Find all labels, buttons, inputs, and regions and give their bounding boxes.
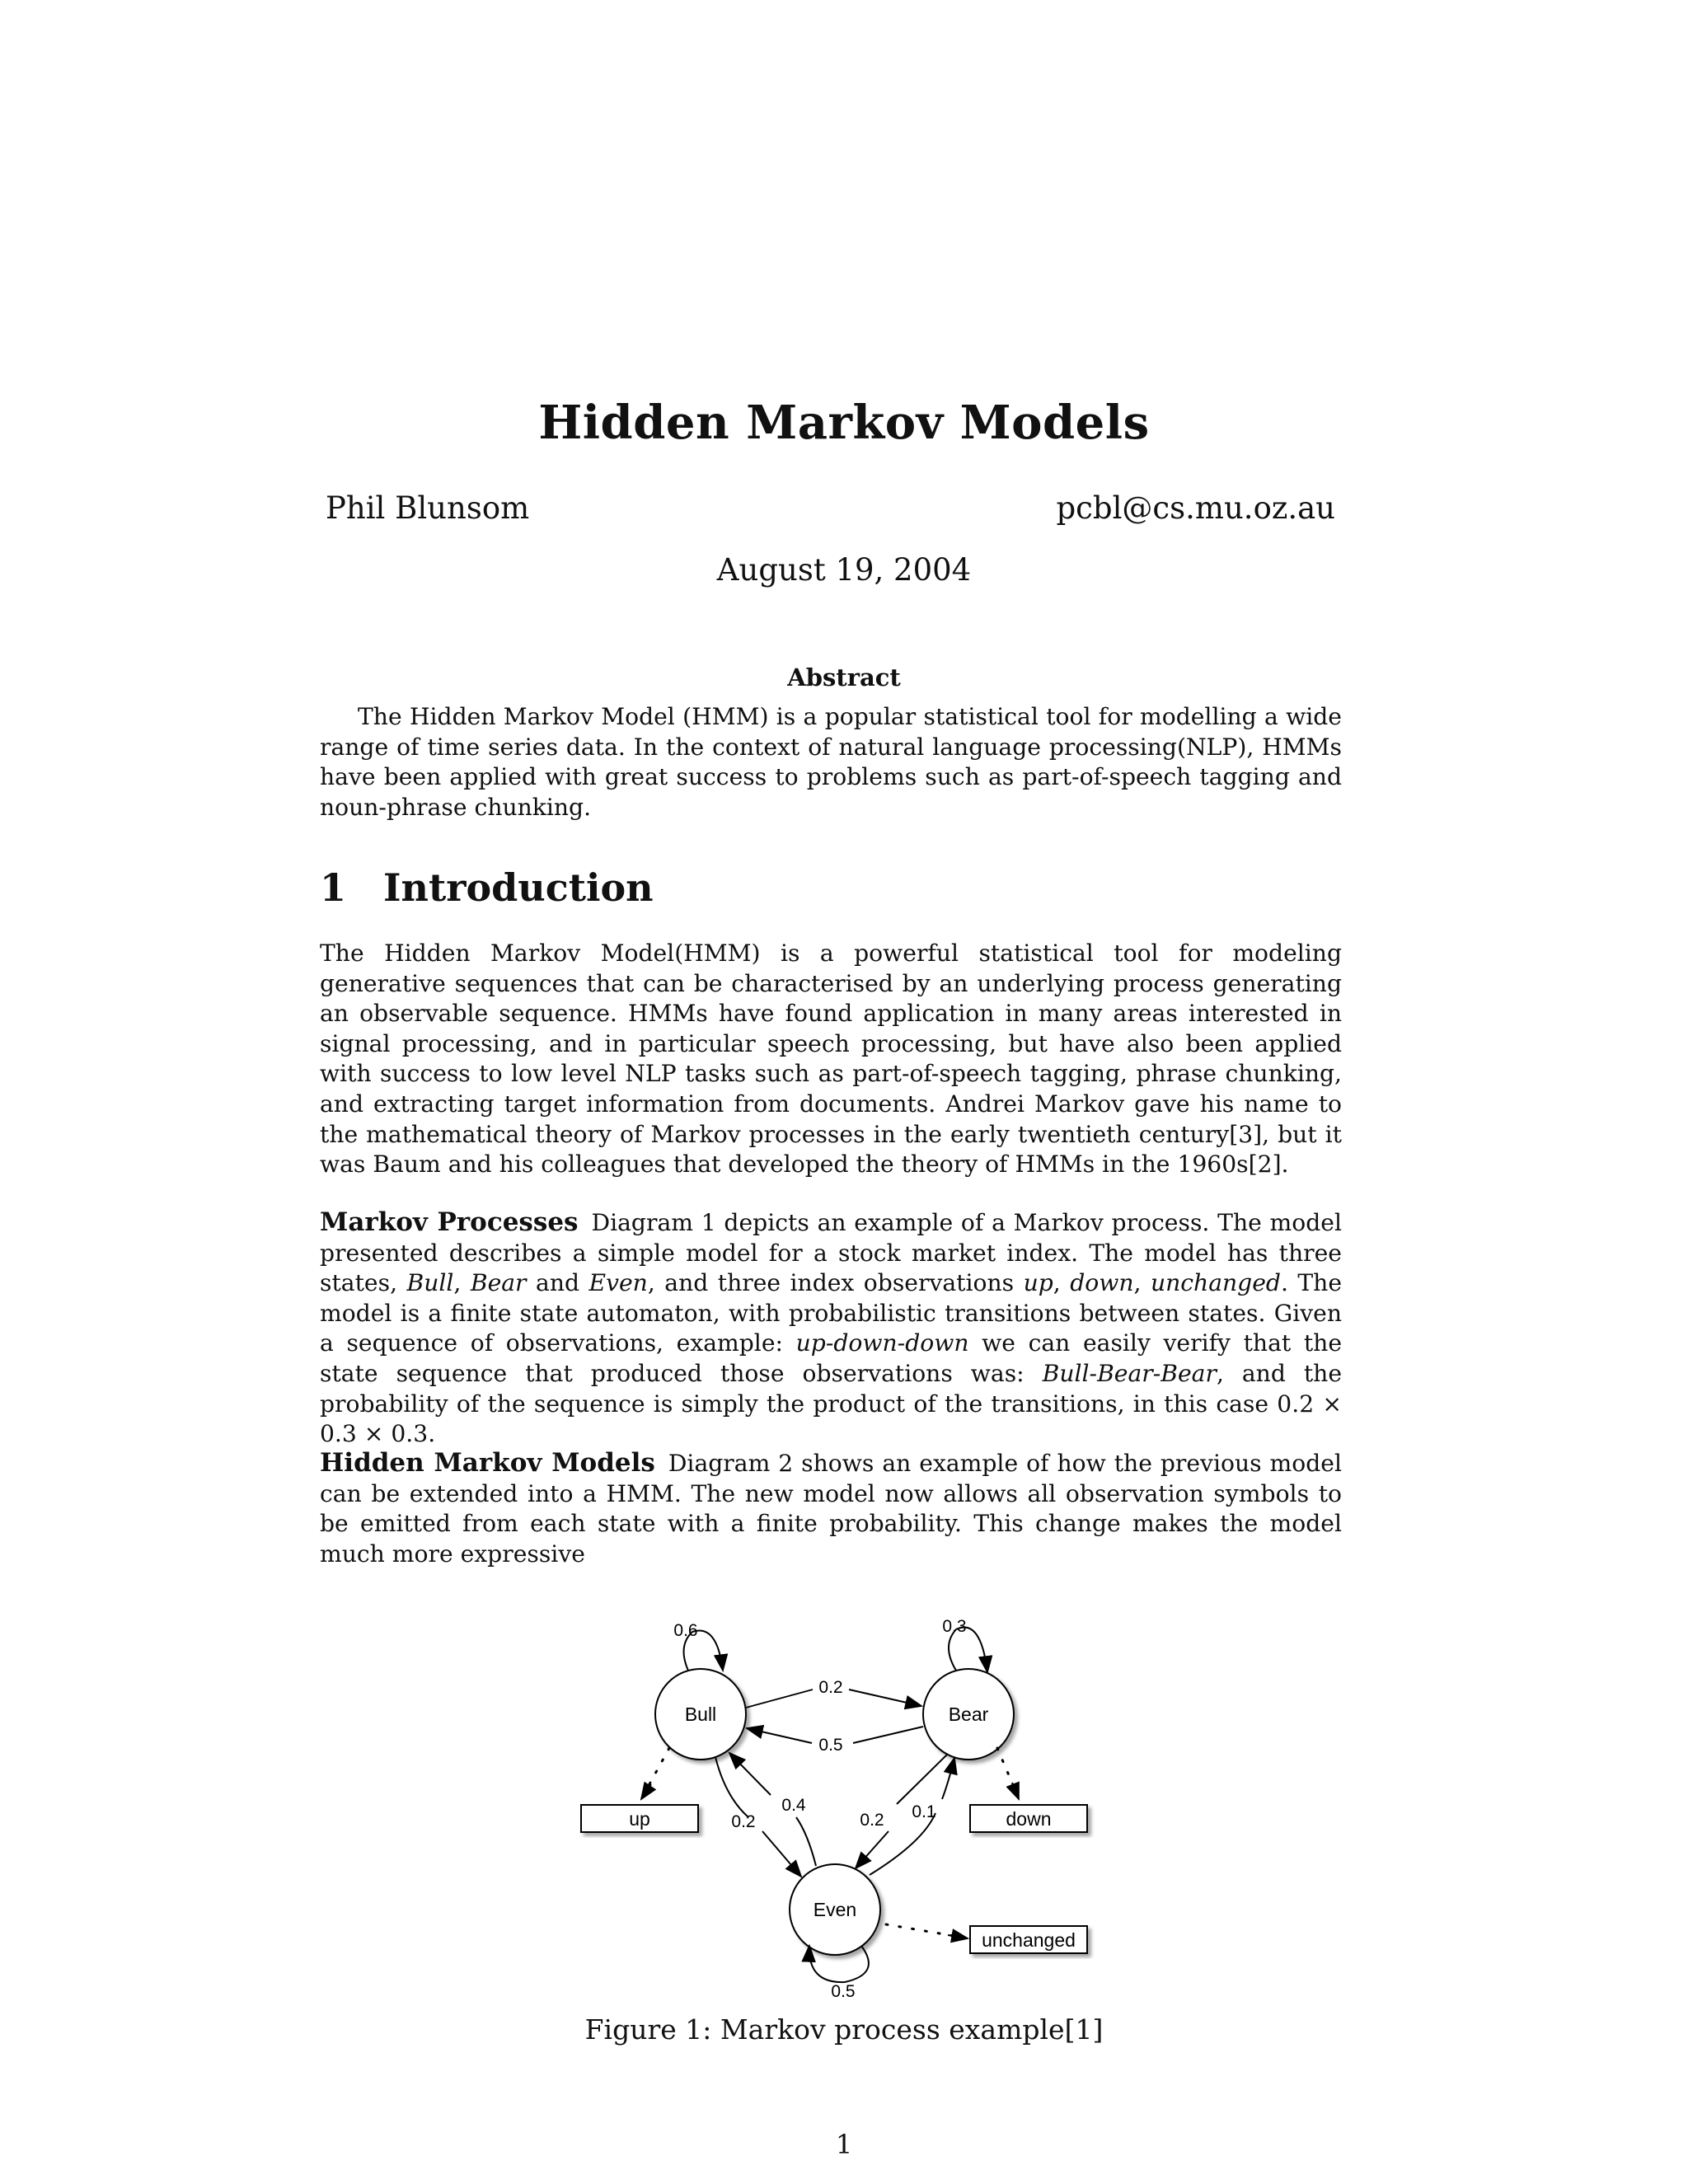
state-bull-term: Bull [406, 1269, 454, 1297]
even-emits-unchanged-arrow-tip [948, 1935, 968, 1938]
markov-text-6: , [1133, 1269, 1151, 1297]
obs-down-term: down [1070, 1269, 1134, 1297]
observation-sequence: up-down-down [795, 1329, 969, 1357]
state-sequence: Bull-Bear-Bear [1042, 1359, 1217, 1387]
intro-paragraph: The Hidden Markov Model(HMM) is a powerful statistical tool for modeling generative sequences that can be characterised by an underlying process generating an observable sequence. HMMs have found application in many areas interested in signal processing, and in particular speech processing, but have also been applied with success to low level NLP tasks such as part-of-speech tagging, phrase chunking, and extracting target information from documents. Andrei Markov gave his name to the mathematical theory of Markov processes in the early twentieth century[3], but it was Baum and his colleagues that developed the theory of HMMs in the 1960s[2]. [320, 940, 1342, 1179]
author-name: Phil Blunsom [326, 490, 530, 526]
markov-process-diagram [560, 1586, 1121, 1999]
even-to-bear-arrow-tip [942, 1758, 954, 1799]
prob-even-self: 0.5 [831, 1982, 856, 1999]
abstract-heading: Abstract [787, 663, 901, 691]
state-even-term: Even [588, 1269, 648, 1297]
obs-unchanged-term: unchanged [1150, 1269, 1281, 1297]
prob-bear-to-even: 0.2 [860, 1811, 884, 1830]
bear-to-even-arrow [897, 1754, 948, 1804]
markov-processes-heading: Markov Processes [320, 1207, 579, 1237]
prob-bear-self: 0.3 [942, 1617, 967, 1636]
hmm-text: Diagram 2 shows an example of how the previous model can be extended into a HMM. The new model now allows all observation symbols to be emitted from each state with a finite probability. This change makes the model much more expressive [320, 1450, 1342, 1568]
markov-text-1: Diagram 1 depicts an example of a Markov process. The model presented describes a simple model for a stock market index. The model has three states, [320, 1209, 1342, 1297]
obs-unchanged-label: unchanged [982, 1929, 1076, 1951]
state-bear-term: Bear [470, 1269, 527, 1297]
bull-to-even-arrow-tip [762, 1831, 801, 1877]
markov-processes-paragraph [320, 1207, 1342, 1450]
abstract-text: The Hidden Markov Model (HMM) is a popular statistical tool for modelling a wide range of time series data. In the context of natural language processing(NLP), HMMs have been applied with great success to problems such as part-of-speech tagging and noun-phrase chunking. [320, 703, 1342, 821]
bear-emits-down-arrow-tip [1012, 1783, 1019, 1799]
bull-emits-up-arrow-tip [641, 1784, 651, 1799]
markov-text-2: , [453, 1269, 471, 1297]
section-heading [320, 865, 654, 910]
bull-to-bear-arrow-tip [849, 1690, 921, 1706]
paper-title: Hidden Markov Models [538, 396, 1150, 450]
obs-up-label: up [629, 1808, 650, 1830]
author-email: pcbl@cs.mu.oz.au [1056, 490, 1335, 526]
bull-to-bear-arrow [746, 1690, 813, 1708]
state-even-label: Even [813, 1899, 857, 1920]
hidden-markov-models-heading: Hidden Markov Models [320, 1448, 655, 1478]
even-to-bull-arrow-tip [729, 1753, 771, 1795]
state-bull-label: Bull [684, 1704, 717, 1725]
hidden-markov-models-paragraph [320, 1448, 1342, 1569]
prob-bull-to-even: 0.2 [731, 1812, 756, 1831]
prob-bull-self: 0.6 [673, 1621, 698, 1640]
markov-text-8: we can easily verify that the state sequence that produced those observations was: [320, 1329, 1343, 1387]
even-emits-unchanged-arrow [886, 1924, 954, 1936]
markov-text-5: , [1053, 1269, 1071, 1297]
state-bear-label: Bear [948, 1704, 989, 1725]
section-number: 1 [320, 865, 347, 910]
bear-to-bull-arrow [853, 1727, 923, 1743]
prob-even-to-bull: 0.4 [781, 1796, 806, 1815]
obs-down-label: down [1006, 1808, 1052, 1830]
prob-bear-to-bull: 0.5 [818, 1736, 843, 1755]
even-to-bull-arrow [796, 1817, 816, 1866]
bear-to-even-arrow-tip [856, 1831, 889, 1868]
obs-up-term: up [1023, 1269, 1053, 1297]
prob-bull-to-bear: 0.2 [818, 1678, 843, 1697]
prob-even-to-bear: 0.1 [912, 1802, 936, 1821]
markov-text-7: . The model is a finite state automaton, with probabilistic transitions between states. Given a sequence of observations, example: [320, 1269, 1343, 1357]
markov-text-3: and [526, 1269, 589, 1297]
markov-text-9: , and the probability of the sequence is simply the product of the transitions, in this case 0.2 × 0.3 × 0.3. [320, 1359, 1343, 1448]
figure-caption: Figure 1: Markov process example[1] [584, 2013, 1104, 2046]
paper-date: August 19, 2004 [716, 552, 972, 588]
page-number: 1 [835, 2129, 853, 2160]
bear-to-bull-arrow-tip [747, 1728, 812, 1743]
markov-text-4: , and three index observations [647, 1269, 1024, 1297]
section-title: Introduction [383, 865, 654, 910]
